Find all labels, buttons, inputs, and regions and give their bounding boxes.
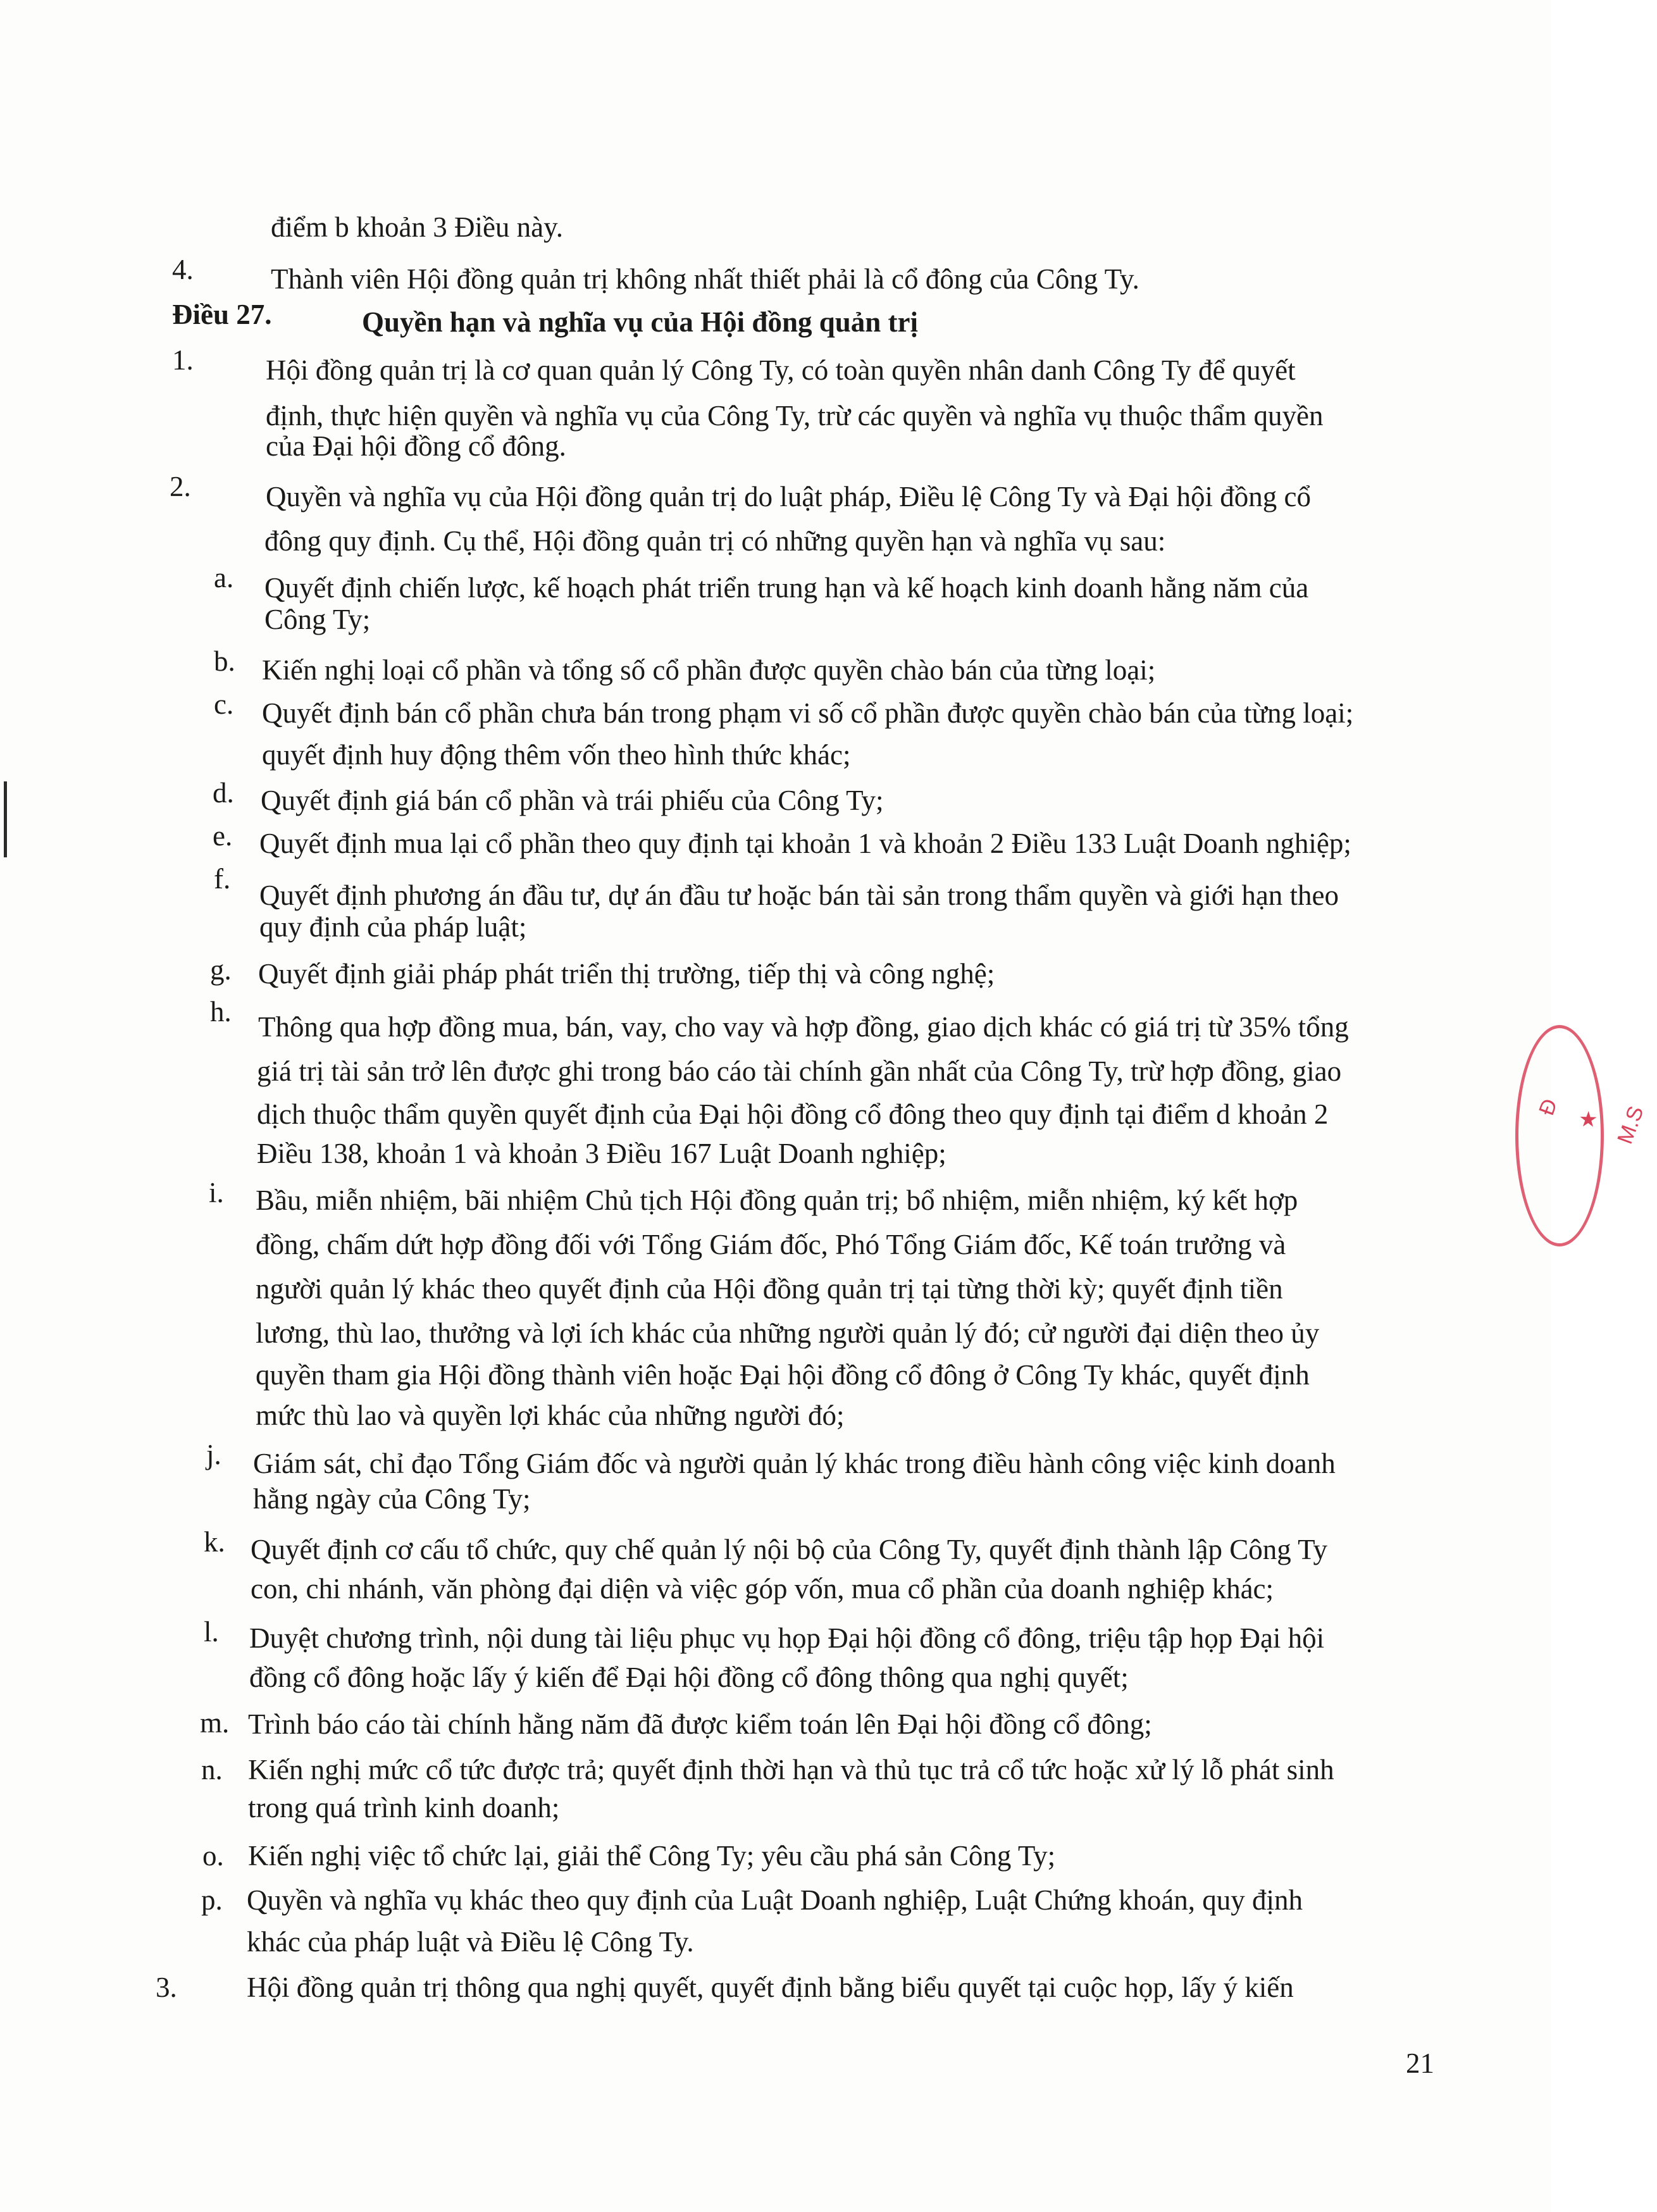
item-letter-b: b.: [214, 645, 235, 677]
page-number: 21: [1406, 2047, 1434, 2079]
text-line: quyền tham gia Hội đồng thành viên hoặc Đại hội đồng cổ đông ở Công Ty khác, quyết định: [256, 1359, 1310, 1391]
company-seal: [1515, 1025, 1604, 1246]
text-line: lương, thù lao, thưởng và lợi ích khác của những người quản lý đó; cử người đại diện theo ủy: [256, 1317, 1320, 1349]
item-number-4: 4.: [172, 254, 194, 285]
text-line: Quyết định giải pháp phát triển thị trường, tiếp thị và công nghệ;: [258, 958, 995, 990]
text-line: trong quá trình kinh doanh;: [248, 1792, 560, 1824]
text-line: đồng, chấm dứt hợp đồng đối với Tổng Giám đốc, Phó Tổng Giám đốc, Kế toán trưởng và: [256, 1229, 1286, 1260]
text-line: Quyết định chiến lược, kế hoạch phát triển trung hạn và kế hoạch kinh doanh hằng năm của: [264, 572, 1309, 604]
item-letter-m: m.: [200, 1707, 230, 1739]
text-line: Quyết định mua lại cổ phần theo quy định tại khoản 1 và khoản 2 Điều 133 Luật Doanh nghiệp;: [259, 828, 1351, 859]
text-line: quyết định huy động thêm vốn theo hình thức khác;: [262, 739, 851, 771]
text-line: Hội đồng quản trị là cơ quan quản lý Công Ty, có toàn quyền nhân danh Công Ty để quyết: [266, 354, 1296, 386]
text-line: Trình báo cáo tài chính hằng năm đã được kiểm toán lên Đại hội đồng cổ đông;: [248, 1708, 1152, 1740]
text-line: Hội đồng quản trị thông qua nghị quyết, quyết định bằng biểu quyết tại cuộc họp, lấy ý kiến: [247, 1972, 1294, 2003]
item-number-2: 2.: [170, 471, 191, 502]
text-line: Quyết định cơ cấu tổ chức, quy chế quản lý nội bộ của Công Ty, quyết định thành lập Công Ty: [251, 1534, 1328, 1565]
item-letter-c: c.: [214, 688, 234, 720]
text-line: Quyết định bán cổ phần chưa bán trong phạm vi số cổ phần được quyền chào bán của từng loại;: [262, 697, 1354, 729]
item-letter-h: h.: [210, 996, 232, 1028]
seal-text: Đ ★ M.S: [1534, 1095, 1649, 1147]
item-letter-g: g.: [210, 954, 232, 986]
item-letter-p: p.: [201, 1884, 223, 1916]
text-line: người quản lý khác theo quyết định của Hội đồng quản trị tại từng thời kỳ; quyết định tiền: [256, 1273, 1283, 1305]
text-line: điểm b khoản 3 Điều này.: [271, 211, 563, 243]
text-line: mức thù lao và quyền lợi khác của những người đó;: [256, 1400, 845, 1431]
article-number: Điều 27.: [172, 299, 272, 330]
text-line: đông quy định. Cụ thể, Hội đồng quản trị có những quyền hạn và nghĩa vụ sau:: [264, 525, 1166, 557]
text-line: giá trị tài sản trở lên được ghi trong báo cáo tài chính gần nhất của Công Ty, trừ hợp đồng, giao: [257, 1055, 1342, 1087]
item-letter-n: n.: [201, 1754, 223, 1786]
text-line: Thành viên Hội đồng quản trị không nhất thiết phải là cổ đông của Công Ty.: [271, 263, 1139, 295]
text-line: hằng ngày của Công Ty;: [253, 1483, 531, 1515]
text-line: Điều 138, khoản 1 và khoản 3 Điều 167 Luật Doanh nghiệp;: [257, 1138, 946, 1169]
text-line: Kiến nghị mức cổ tức được trả; quyết định thời hạn và thủ tục trả cổ tức hoặc xử lý lỗ phát sinh: [248, 1754, 1334, 1786]
item-letter-j: j.: [206, 1439, 221, 1470]
item-letter-o: o.: [202, 1840, 224, 1872]
text-line: Giám sát, chỉ đạo Tổng Giám đốc và người quản lý khác trong điều hành công việc kinh doanh: [253, 1448, 1336, 1479]
item-letter-l: l.: [204, 1616, 219, 1648]
item-number-3: 3.: [156, 1972, 177, 2003]
item-letter-e: e.: [213, 820, 233, 852]
text-line: dịch thuộc thẩm quyền quyết định của Đại hội đồng cổ đông theo quy định tại điểm d khoản 2: [257, 1098, 1329, 1130]
article-title: Quyền hạn và nghĩa vụ của Hội đồng quản trị: [362, 306, 919, 338]
text-line: Kiến nghị việc tổ chức lại, giải thể Công Ty; yêu cầu phá sản Công Ty;: [248, 1840, 1056, 1872]
text-line: định, thực hiện quyền và nghĩa vụ của Công Ty, trừ các quyền và nghĩa vụ thuộc thẩm quyền: [266, 400, 1324, 432]
item-letter-f: f.: [214, 863, 231, 895]
item-number-1: 1.: [172, 344, 194, 376]
text-line: Duyệt chương trình, nội dung tài liệu phục vụ họp Đại hội đồng cổ đông, triệu tập họp Đại hội: [249, 1622, 1325, 1654]
item-letter-k: k.: [204, 1526, 225, 1558]
text-line: Công Ty;: [264, 604, 371, 635]
text-line: khác của pháp luật và Điều lệ Công Ty.: [247, 1926, 694, 1958]
item-letter-a: a.: [214, 562, 234, 593]
text-line: Quyết định phương án đầu tư, dự án đầu tư hoặc bán tài sản trong thẩm quyền và giới hạn theo: [259, 879, 1339, 911]
text-line: Bầu, miễn nhiệm, bãi nhiệm Chủ tịch Hội đồng quản trị; bổ nhiệm, miễn nhiệm, ký kết hợp: [256, 1184, 1298, 1216]
text-line: Quyền và nghĩa vụ của Hội đồng quản trị do luật pháp, Điều lệ Công Ty và Đại hội đồng cổ: [266, 481, 1311, 513]
text-line: quy định của pháp luật;: [259, 911, 527, 943]
scan-edge-mark: [4, 781, 7, 857]
text-line: Thông qua hợp đồng mua, bán, vay, cho vay và hợp đồng, giao dịch khác có giá trị từ 35% tổng: [258, 1011, 1349, 1043]
item-letter-i: i.: [209, 1177, 224, 1209]
text-line: con, chi nhánh, văn phòng đại diện và việc góp vốn, mua cổ phần của doanh nghiệp khác;: [251, 1573, 1274, 1605]
text-line: Kiến nghị loại cổ phần và tổng số cổ phần được quyền chào bán của từng loại;: [262, 654, 1156, 686]
text-line: Quyết định giá bán cổ phần và trái phiếu của Công Ty;: [261, 785, 884, 816]
text-line: đồng cổ đông hoặc lấy ý kiến để Đại hội đồng cổ đông thông qua nghị quyết;: [249, 1662, 1129, 1693]
text-line: của Đại hội đồng cổ đông.: [266, 430, 566, 462]
text-line: Quyền và nghĩa vụ khác theo quy định của Luật Doanh nghiệp, Luật Chứng khoán, quy định: [247, 1884, 1303, 1916]
item-letter-d: d.: [213, 777, 234, 809]
